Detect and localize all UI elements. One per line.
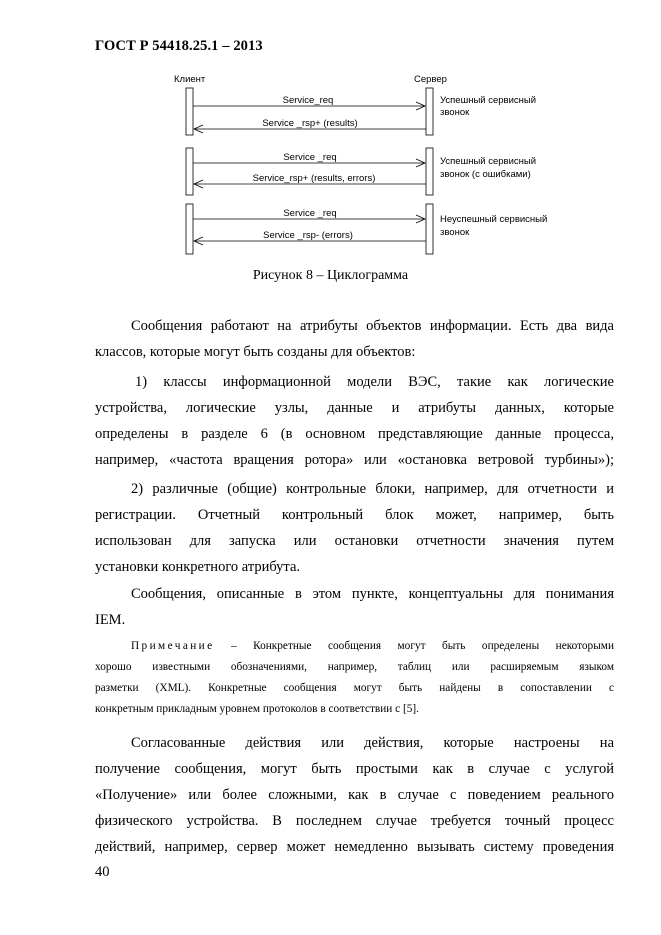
- text-line: получение сообщения, могут быть простыми как в случае с услугой: [95, 761, 614, 777]
- text-line: действий, например, сервер может немедленно вызывать систему проведения: [95, 839, 614, 855]
- note-label: Примечание: [131, 640, 215, 652]
- server-lifeline-bar: [426, 88, 433, 135]
- note-line: хорошо известными обозначениями, например, таблиц или расширяемым языком: [95, 661, 614, 673]
- text-line: 2) различные (общие) контрольные блоки, например, для отчетности и: [131, 481, 614, 497]
- note-text: – Конкретные сообщения могут быть определены некоторыми: [214, 640, 614, 652]
- client-lifeline-bar: [186, 204, 193, 254]
- sequence-group-3: [186, 204, 547, 254]
- request-label: Service _req: [283, 208, 337, 219]
- text-line: «Получение» или более сложными, как в случае с поведением реального: [95, 787, 614, 803]
- note-block: [95, 636, 614, 720]
- page-number: 40: [95, 864, 110, 880]
- text-line: определены в разделе 6 (в основном представляющие данные процесса,: [95, 426, 614, 442]
- sequence-group-1: [186, 88, 536, 135]
- response-label: Service _rsp+ (results): [262, 118, 358, 129]
- result-line-1: Неуспешный сервисный: [440, 214, 548, 225]
- result-line-1: Успешный сервисный: [440, 156, 537, 167]
- document-header: ГОСТ Р 54418.25.1 – 2013: [95, 38, 263, 54]
- client-label: Клиент: [174, 74, 206, 85]
- sequence-diagram: [160, 70, 580, 265]
- paragraph-1: [95, 313, 614, 365]
- text-line: Сообщения, описанные в этом пункте, концептуальны для понимания: [131, 586, 614, 602]
- text-line: Сообщения работают на атрибуты объектов информации. Есть два вида: [131, 318, 614, 334]
- client-lifeline-bar: [186, 148, 193, 195]
- request-label: Service _req: [283, 152, 337, 163]
- request-label: Service_req: [282, 95, 334, 106]
- server-lifeline-bar: [426, 148, 433, 195]
- server-label: Сервер: [414, 74, 447, 85]
- text-line: IEM.: [95, 612, 126, 628]
- result-line-2: звонок: [440, 107, 470, 118]
- response-label: Service _rsp- (errors): [263, 230, 353, 241]
- paragraph-4: [95, 581, 614, 633]
- text-line: установки конкретного атрибута.: [95, 559, 301, 575]
- note-line: разметки (XML). Конкретные сообщения могут быть найдены в сопоставлении с: [95, 682, 614, 694]
- note-line: конкретным прикладным уровнем протоколов в соответствии с [5].: [95, 703, 419, 715]
- sequence-group-2: [186, 148, 536, 195]
- client-lifeline-bar: [186, 88, 193, 135]
- text-line: использован для запуска или остановки отчетности значения путем: [95, 533, 614, 549]
- paragraph-2: [95, 369, 614, 473]
- result-line-1: Успешный сервисный: [440, 95, 537, 106]
- paragraph-3: [95, 476, 614, 580]
- text-line: устройства, логические узлы, данные и атрибуты данных, которые: [95, 400, 614, 416]
- result-line-2: звонок: [440, 227, 470, 238]
- server-lifeline-bar: [426, 204, 433, 254]
- response-label: Service_rsp+ (results, errors): [252, 173, 376, 184]
- text-line: например, «частота вращения ротора» или «остановка ветровой турбины»);: [95, 452, 614, 468]
- text-line: Согласованные действия или действия, которые настроены на: [131, 735, 614, 751]
- text-line: классов, которые могут быть созданы для объектов:: [95, 344, 416, 360]
- figure-caption: Рисунок 8 – Циклограмма: [252, 268, 409, 283]
- text-line: физического устройства. В последнем случае требуется точный процесс: [95, 813, 614, 829]
- text-line: 1) классы информационной модели ВЭС, такие как логические: [135, 374, 614, 390]
- paragraph-5: [95, 730, 614, 860]
- text-line: регистрации. Отчетный контрольный блок может, например, быть: [95, 507, 614, 523]
- note-first-line: [95, 636, 614, 657]
- result-line-2: звонок (с ошибками): [440, 169, 531, 180]
